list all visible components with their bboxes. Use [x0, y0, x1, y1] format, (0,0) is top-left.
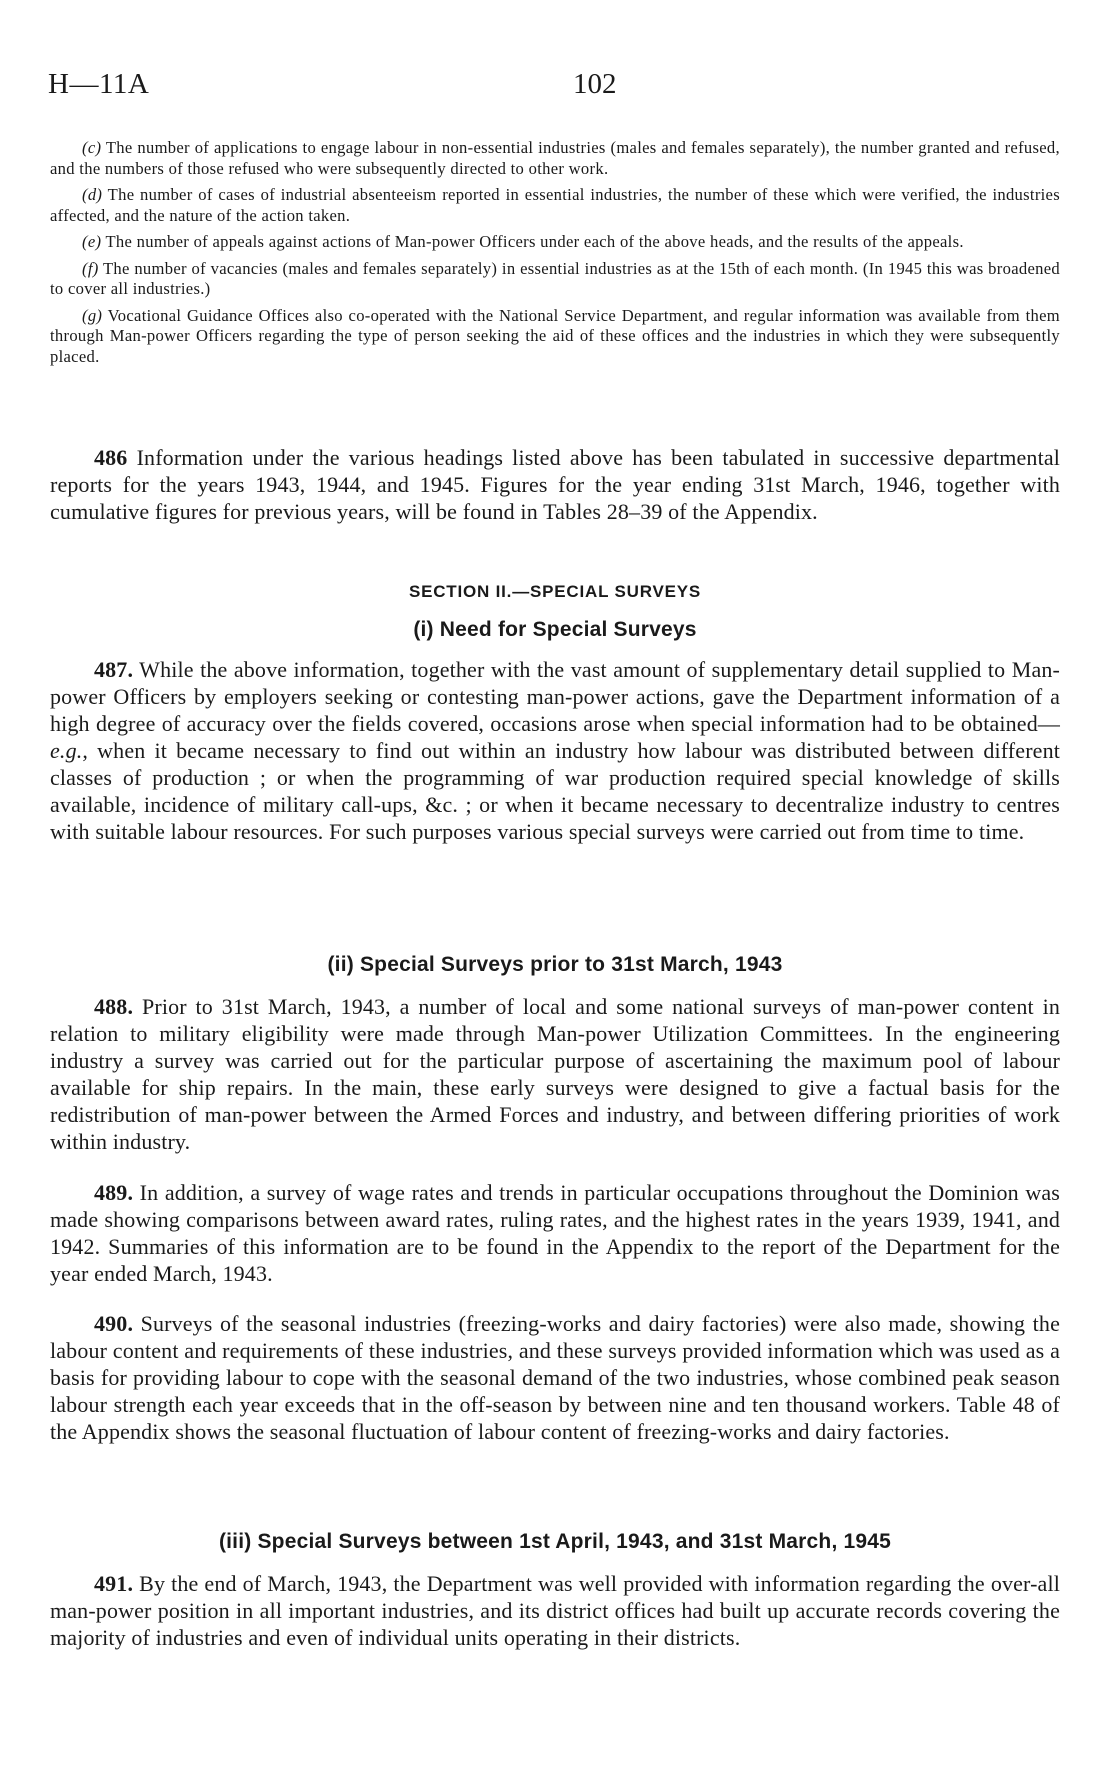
subheading-surveys-prior-1943: (ii) Special Surveys prior to 31st March, 1943 [327, 953, 783, 976]
list-item: (f) The number of vacancies (males and females separately) in essential industries as at the 15th of each month. (In 1945 this was broadened to cover all industries.) [50, 258, 1060, 298]
list-item: (g) Vocational Guidance Offices also co-operated with the National Service Department, and regular information was available from them through Man-power Officers regarding the type of person seeking the aid of these offices and the industries in which they were subsequently placed. [50, 305, 1060, 366]
list-item: (c) The number of applications to engage labour in non-essential industries (males and females separately), the number granted and refused, and the numbers of those refused who were subsequently directed to other work. [50, 138, 1060, 178]
paragraph-number: 486 [94, 445, 128, 470]
paragraph-488: 488. Prior to 31st March, 1943, a number of local and some national surveys of man-power content in relation to military eligibility were made through Man-power Utilization Committees. In the engineering industry a survey was carried out for the particular purpose of ascertaining the maximum pool of labour available for ship repairs. In the main, these early surveys were designed to give a factual basis for the redistribution of man-power between the Armed Forces and industry, and between differing priorities of work within industry. [50, 994, 1060, 1154]
paragraph-489: 489. In addition, a survey of wage rates and trends in particular occupations throughout the Dominion was made showing comparisons between award rates, ruling rates, and the highest rates in the years 1939, 1941, and 1942. Summaries of this information are to be found in the Appendix to the report of the Department for the year ended March, 1943. [50, 1180, 1060, 1286]
paragraph-number: 489. [94, 1180, 134, 1205]
paragraph-number: 490. [94, 1311, 134, 1336]
paragraph-491: 491. By the end of March, 1943, the Department was well provided with information regarding the over-all man-power position in all important industries, and its district offices had built up accurate records covering the majority of industries and even of individual units operating in their districts. [50, 1571, 1060, 1650]
subheading-surveys-1943-1945: (iii) Special Surveys between 1st April, 1943, and 31st March, 1945 [218, 1530, 892, 1553]
paragraph-490: 490. Surveys of the seasonal industries (freezing-works and dairy factories) were also made, showing the labour content and requirements of these industries, and these surveys provided information which was used as a basis for providing labour to cope with the seasonal demand of the two industries, whose combined peak season labour strength each year exceeds that in the off-season by between nine and ten thousand workers. Table 48 of the Appendix shows the seasonal fluctuation of labour content of freezing-works and dairy factories. [50, 1311, 1060, 1444]
document-reference: H—11A [48, 68, 150, 100]
paragraph-number: 488. [94, 994, 134, 1019]
paragraph-486: 486 Information under the various headings listed above has been tabulated in successive departmental reports for the years 1943, 1944, and 1945. Figures for the year ending 31st March, 1946, together with cumulative figures for previous years, will be found in Tables 28–39 of the Appendix. [50, 445, 1061, 524]
paragraph-number: 491. [94, 1571, 134, 1596]
page-number: 102 [573, 68, 617, 100]
running-header [48, 68, 1058, 108]
paragraph-number: 487. [94, 657, 134, 682]
list-item: (d) The number of cases of industrial absenteeism reported in essential industries, the number of these which were verified, the industries affected, and the nature of the action taken. [50, 185, 1060, 225]
subheading-need-for-special-surveys: (i) Need for Special Surveys [413, 618, 697, 641]
enumerated-list [50, 138, 1060, 373]
paragraph-487: 487. While the above information, together with the vast amount of supplementary detail supplied to Man-power Officers by employers seeking or contesting man-power actions, gave the Department information of a high degree of accuracy over the fields covered, occasions arose when special information had to be obtained—e.g., when it became necessary to find out within an industry how labour was distributed between different classes of production ; or when the programming of war production required special knowledge of skills available, incidence of military call-ups, &c. ; or when it became necessary to decentralize industry to centres with suitable labour resources. For such purposes various special surveys were carried out from time to time. [50, 657, 1060, 844]
list-item: (e) The number of appeals against actions of Man-power Officers under each of the above heads, and the results of the appeals. [82, 232, 964, 251]
section-title: SECTION II.—SPECIAL SURVEYS [408, 582, 702, 601]
